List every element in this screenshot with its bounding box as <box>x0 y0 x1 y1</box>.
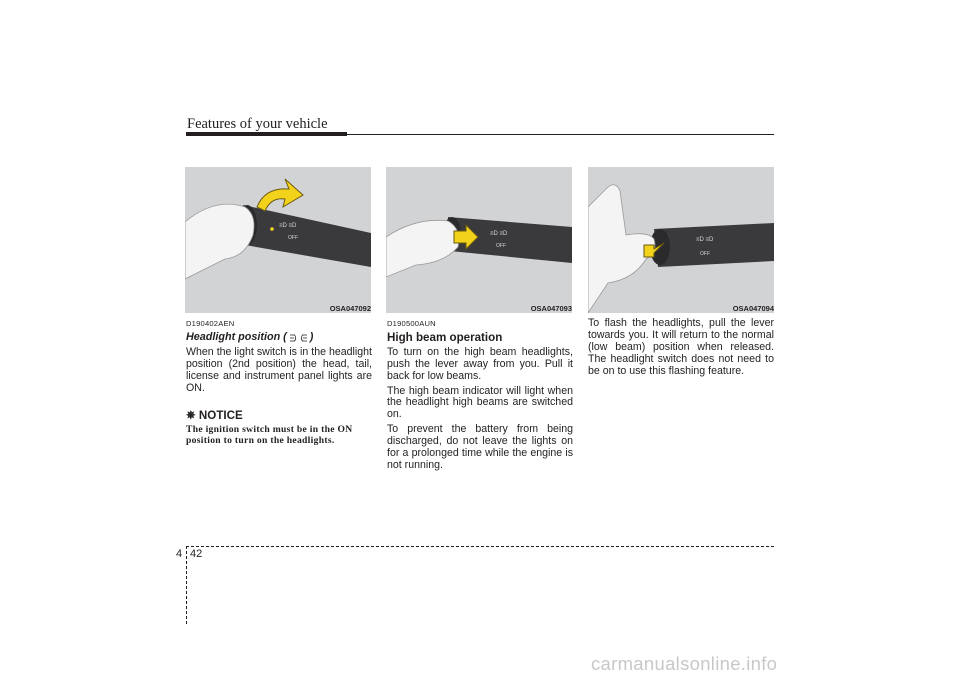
heading-prefix: Headlight position ( <box>186 330 287 343</box>
notice-text: The ignition switch must be in the ON position to turn on the headlights. <box>186 424 353 447</box>
svg-text:≡D ≡D: ≡D ≡D <box>696 237 714 243</box>
svg-text:≡D ≡D: ≡D ≡D <box>279 223 297 229</box>
figure-high-beam-push <box>386 167 572 313</box>
column-high-beam-operation <box>387 318 573 475</box>
figure-headlight-switch-turn <box>185 167 371 313</box>
column-headlight-position <box>186 318 372 446</box>
heading-headlight-position <box>186 332 372 344</box>
figure-code: OSA047094 <box>732 304 774 313</box>
page-number: 42 <box>190 548 203 560</box>
figure-flash-headlights <box>588 167 774 313</box>
ref-code: D190402AEN <box>186 319 235 328</box>
figure-code: OSA047093 <box>530 304 572 313</box>
section-title: Features of your vehicle <box>187 116 328 132</box>
paragraph: To flash the headlights, pull the lever towards you. It will return to the normal (low beam) position when released. The headlight switch does not need to be on to use this flashing feature. <box>588 317 774 377</box>
header-rule-thick <box>186 132 347 136</box>
svg-text:OFF: OFF <box>288 235 298 241</box>
paragraph: To prevent the battery from being discharged, do not leave the lights on for a prolonged time while the engine is not running. <box>387 423 573 471</box>
column-flash-headlights <box>588 318 774 381</box>
paragraph: The high beam indicator will light when the headlight high beams are switched on. <box>387 384 573 421</box>
paragraph: When the light switch is in the headlight position (2nd position) the head, tail, license and instrument panel lights are ON. <box>186 345 372 394</box>
svg-text:OFF: OFF <box>496 243 506 249</box>
figure-code: OSA047092 <box>329 304 371 313</box>
footer-rule <box>186 546 774 547</box>
watermark: carmanualsonline.info <box>591 653 778 674</box>
ref-code: D190500AUN <box>387 319 436 328</box>
svg-text:≡D ≡D: ≡D ≡D <box>490 231 508 237</box>
paragraph: To turn on the high beam headlights, push the lever away from you. Pull it back for low beams. <box>387 345 573 382</box>
footer-divider <box>186 546 187 624</box>
notice-title: ✵ NOTICE <box>186 409 243 423</box>
header-rule-thin <box>347 134 774 135</box>
chapter-number: 4 <box>176 548 183 560</box>
heading-suffix: ) <box>309 330 314 343</box>
svg-text:OFF: OFF <box>700 251 710 257</box>
heading-high-beam: High beam operation <box>387 330 503 344</box>
headlight-icon <box>289 333 308 343</box>
